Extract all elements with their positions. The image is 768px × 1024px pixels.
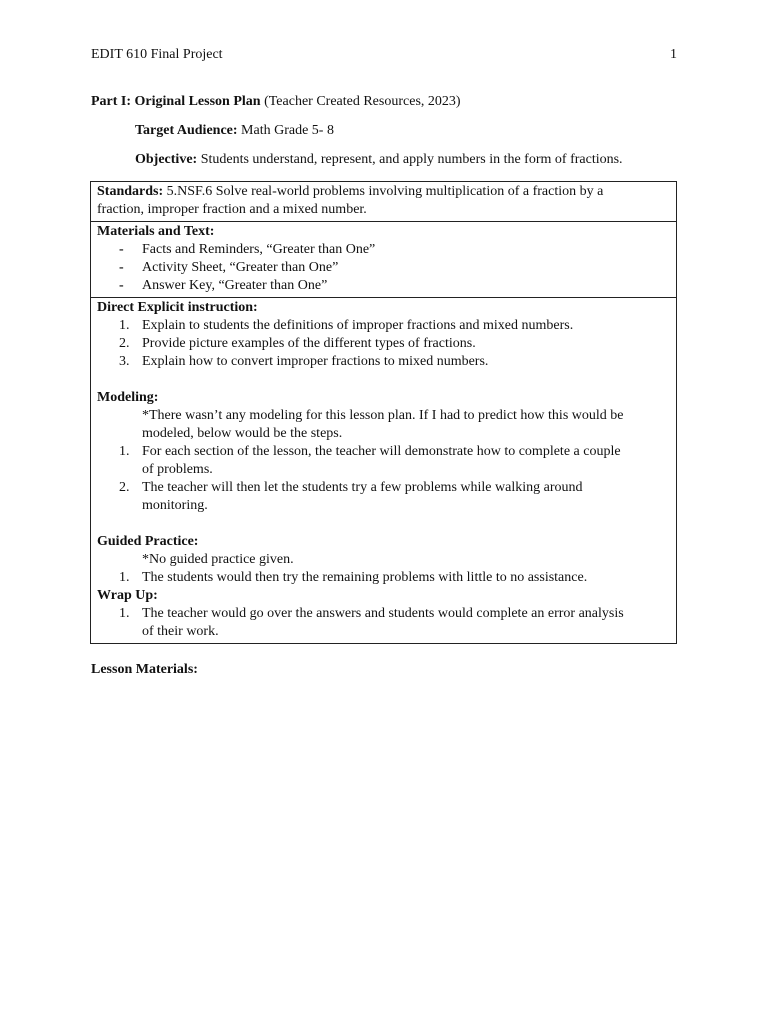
list-item: 2. The teacher will then let the students try a few problems while walking around monitoring. xyxy=(119,480,583,513)
instruction-cell xyxy=(91,297,676,643)
running-head: EDIT 610 Final Project xyxy=(91,47,223,62)
objective-value: Students understand, represent, and apply numbers in the form of fractions. xyxy=(197,152,623,167)
wrap-label: Wrap Up: xyxy=(97,588,158,603)
bullet-dash: - xyxy=(119,260,124,275)
list-item: 3. Explain how to convert improper fractions to mixed numbers. xyxy=(119,354,489,369)
list-item: 1. The teacher would go over the answers and students would complete an error analysis of their work. xyxy=(119,606,624,639)
list-item: - Answer Key, “Greater than One” xyxy=(119,278,328,293)
guided-label: Guided Practice: xyxy=(97,534,199,549)
modeling-note-line1: *There wasn’t any modeling for this lesson plan. If I had to predict how this would be xyxy=(142,408,624,423)
standards-line2: fraction, improper fraction and a mixed number. xyxy=(97,202,367,217)
bullet-dash: - xyxy=(119,242,124,257)
list-item: 2. Provide picture examples of the different types of fractions. xyxy=(119,336,476,351)
guided-note: *No guided practice given. xyxy=(142,552,294,567)
lesson-plan-table xyxy=(90,181,677,644)
standards-cell xyxy=(91,182,676,221)
objective-label: Objective: xyxy=(135,152,198,167)
part-heading xyxy=(91,94,461,110)
direct-label: Direct Explicit instruction: xyxy=(97,300,258,315)
standards-label: Standards: xyxy=(97,184,164,199)
list-item: 1. Explain to students the definitions of improper fractions and mixed numbers. xyxy=(119,318,574,333)
objective xyxy=(135,152,623,168)
list-item: - Activity Sheet, “Greater than One” xyxy=(119,260,339,275)
list-item: 1. The students would then try the remaining problems with little to no assistance. xyxy=(119,570,588,585)
list-item: - Facts and Reminders, “Greater than One” xyxy=(119,242,376,257)
part-source: (Teacher Created Resources, 2023) xyxy=(260,94,461,109)
target-label: Target Audience: xyxy=(135,123,238,138)
part-title: Part I: Original Lesson Plan xyxy=(91,94,261,109)
materials-cell xyxy=(91,221,676,297)
target-value: Math Grade 5- 8 xyxy=(237,123,334,138)
standards-line1: 5.NSF.6 Solve real-world problems involving multiplication of a fraction by a xyxy=(163,184,604,199)
bullet-dash: - xyxy=(119,278,124,293)
target-audience xyxy=(135,123,334,139)
lesson-materials-heading: Lesson Materials: xyxy=(91,662,198,677)
materials-label: Materials and Text: xyxy=(97,224,215,239)
page-number: 1 xyxy=(670,47,677,62)
modeling-note-line2: modeled, below would be the steps. xyxy=(142,426,343,441)
modeling-label: Modeling: xyxy=(97,390,159,405)
list-item: 1. For each section of the lesson, the teacher will demonstrate how to complete a couple of problems. xyxy=(119,444,621,477)
